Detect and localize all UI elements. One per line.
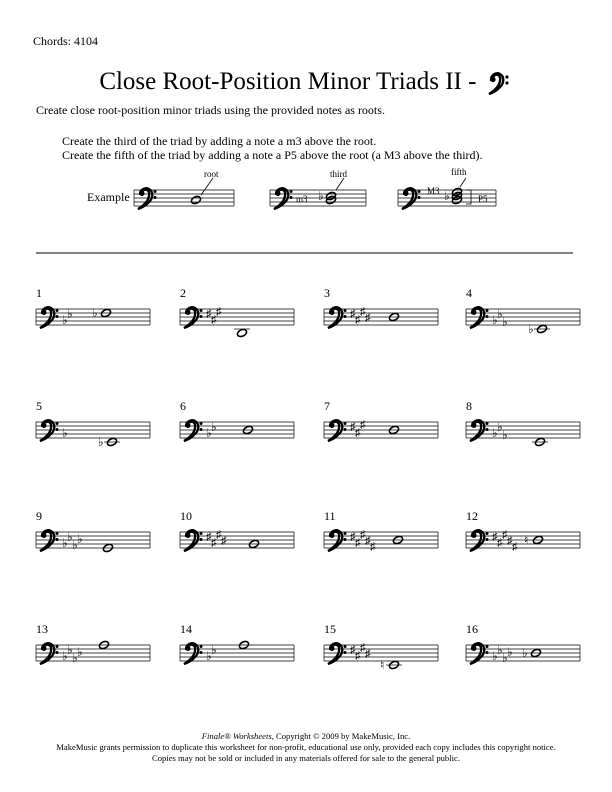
sharp-sign-icon: ♯: [365, 312, 371, 324]
exercise-number: 16: [466, 622, 478, 636]
footer-brand: Finale® Worksheets: [201, 731, 272, 741]
exercise-number: 14: [180, 622, 192, 636]
exercise-number: 1: [36, 286, 42, 300]
natural-sign-icon: ♮: [380, 658, 385, 672]
flat-sign-icon: ♭: [67, 643, 73, 657]
sharp-sign-icon: ♯: [216, 529, 222, 541]
flat-sign-icon: ♭: [72, 538, 78, 552]
flat-sign-icon: ♭: [72, 651, 78, 665]
flat-sign-icon: ♭: [211, 420, 217, 434]
sharp-sign-icon: ♯: [492, 531, 498, 543]
flat-sign-icon: ♭: [62, 313, 68, 327]
instruction-text: Create close root-position minor triads using the provided notes as roots.: [36, 103, 385, 117]
sharp-sign-icon: ♯: [360, 529, 366, 541]
sharp-sign-icon: ♯: [370, 541, 376, 553]
sharp-sign-icon: ♯: [502, 529, 508, 541]
M3-label: M3: [427, 186, 440, 196]
sharp-sign-icon: ♯: [365, 535, 371, 547]
sharp-sign-icon: ♯: [211, 314, 217, 326]
flat-sign-icon: ♭: [492, 313, 498, 327]
exercise-number: 10: [180, 509, 192, 523]
footer-copyright: , Copyright © 2009 by MakeMusic, Inc.: [271, 731, 411, 741]
exercise-10: [180, 509, 294, 551]
sharp-sign-icon: ♯: [350, 531, 356, 543]
sharp-sign-icon: ♯: [216, 306, 222, 318]
sharp-sign-icon: ♯: [355, 427, 361, 439]
sharp-sign-icon: ♯: [206, 308, 212, 320]
flat-sign-icon: ♭: [497, 307, 503, 321]
flat-sign-icon: ♭: [67, 307, 73, 321]
flat-sign-icon: ♭: [492, 426, 498, 440]
flat-sign-icon: ♭: [67, 530, 73, 544]
sharp-sign-icon: ♯: [355, 314, 361, 326]
exercise-12: [466, 509, 580, 553]
sharp-sign-icon: ♯: [365, 648, 371, 660]
exercise-number: 4: [466, 286, 472, 300]
exercise-number: 8: [466, 399, 472, 413]
worksheet-id: Chords: 4104: [33, 34, 99, 48]
flat-sign-icon: ♭: [92, 306, 98, 320]
title-text: Close Root-Position Minor Triads II -: [99, 68, 477, 95]
sharp-sign-icon: ♯: [355, 650, 361, 662]
flat-sign-icon: ♭: [77, 645, 83, 659]
exercise-7: [324, 399, 438, 441]
exercise-6: [180, 399, 294, 441]
exercise-8: [466, 399, 580, 447]
sharp-sign-icon: ♯: [211, 537, 217, 549]
flat-sign-icon: ♭: [497, 643, 503, 657]
flat-sign-icon: ♭: [77, 532, 83, 546]
exercise-11: [324, 509, 438, 553]
m3-label: m3: [296, 194, 308, 204]
exercise-number: 13: [36, 622, 48, 636]
example-label: Example: [87, 190, 130, 204]
sharp-sign-icon: ♯: [360, 642, 366, 654]
natural-sign-icon: ♮: [524, 533, 529, 547]
exercise-3: [324, 286, 438, 328]
footer-restriction: Copies may not be sold or included in any materials offered for sale to the general public.: [152, 753, 460, 763]
exercise-2: [180, 286, 294, 338]
flat-sign-icon: ♭: [444, 189, 450, 203]
sharp-sign-icon: ♯: [221, 535, 227, 547]
sharp-sign-icon: ♯: [355, 537, 361, 549]
sharp-sign-icon: ♯: [206, 531, 212, 543]
exercise-14: [180, 622, 294, 664]
P5-label: P5: [478, 194, 488, 204]
exercise-16: [466, 622, 580, 665]
flat-sign-icon: ♭: [507, 645, 513, 659]
sharp-sign-icon: ♯: [512, 541, 518, 553]
flat-sign-icon: ♭: [62, 426, 68, 440]
flat-sign-icon: ♭: [497, 420, 503, 434]
exercise-number: 6: [180, 399, 186, 413]
flat-sign-icon: ♭: [502, 428, 508, 442]
sharp-sign-icon: ♯: [360, 306, 366, 318]
flat-sign-icon: ♭: [206, 649, 212, 663]
step-third-text: Create the third of the triad by adding a note a m3 above the root.: [62, 134, 377, 148]
flat-sign-icon: ♭: [211, 643, 217, 657]
footer-permission: MakeMusic grants permission to duplicate this worksheet for non-profit, educational use only, provided each copy includes this copyright notice.: [56, 742, 556, 752]
exercise-number: 3: [324, 286, 330, 300]
flat-sign-icon: ♭: [528, 322, 534, 336]
exercise-number: 15: [324, 622, 336, 636]
sharp-sign-icon: ♯: [350, 421, 356, 433]
flat-sign-icon: ♭: [98, 435, 104, 449]
copyright-footer: [0, 731, 612, 764]
exercise-number: 2: [180, 286, 186, 300]
exercise-number: 9: [36, 509, 42, 523]
exercise-15: [324, 622, 438, 672]
sharp-sign-icon: ♯: [350, 644, 356, 656]
flat-sign-icon: ♭: [62, 649, 68, 663]
exercise-1: [36, 286, 150, 328]
exercise-number: 12: [466, 509, 478, 523]
flat-sign-icon: ♭: [502, 651, 508, 665]
exercise-number: 11: [324, 509, 336, 523]
root-note: [236, 328, 247, 338]
fifth-label: fifth: [451, 167, 467, 177]
sharp-sign-icon: ♯: [360, 419, 366, 431]
step-fifth-text: Create the fifth of the triad by adding a note a P5 above the root (a M3 above the third).: [62, 148, 483, 162]
exercise-9: [36, 509, 150, 553]
sharp-sign-icon: ♯: [350, 308, 356, 320]
sharp-sign-icon: ♯: [497, 537, 503, 549]
flat-sign-icon: ♭: [522, 646, 528, 660]
root-label: root: [204, 169, 219, 179]
exercise-number: 5: [36, 399, 42, 413]
flat-sign-icon: ♭: [492, 649, 498, 663]
exercise-5: [36, 399, 150, 449]
third-label: third: [330, 169, 347, 179]
flat-sign-icon: ♭: [206, 426, 212, 440]
exercise-13: [36, 622, 150, 665]
flat-sign-icon: ♭: [318, 189, 324, 203]
flat-sign-icon: ♭: [62, 536, 68, 550]
flat-sign-icon: ♭: [502, 315, 508, 329]
sharp-sign-icon: ♯: [507, 535, 513, 547]
exercise-number: 7: [324, 399, 330, 413]
exercise-4: [466, 286, 580, 336]
